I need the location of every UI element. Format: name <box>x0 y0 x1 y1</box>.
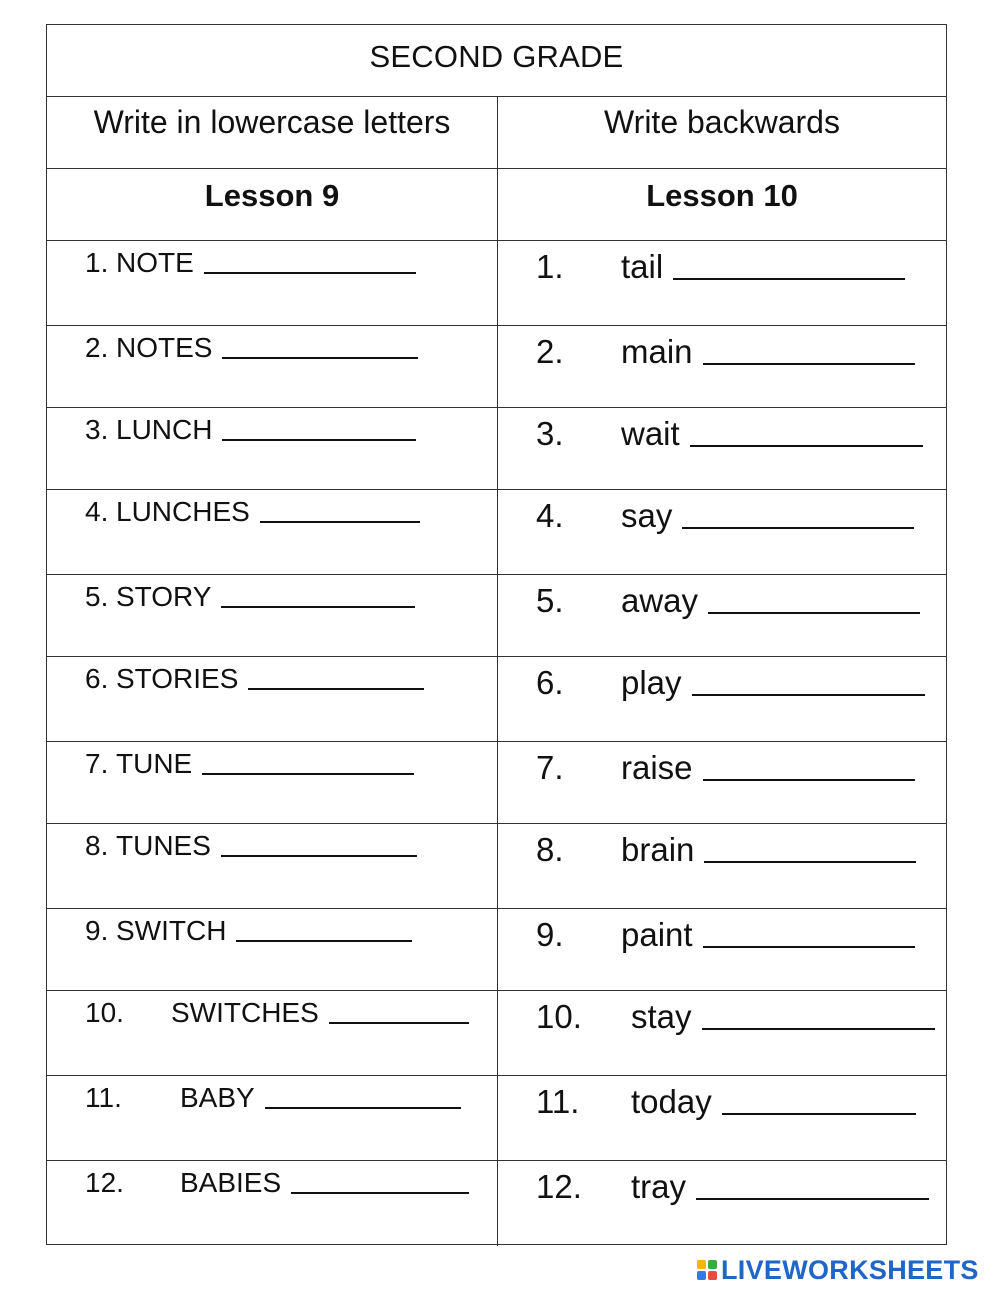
answer-blank[interactable] <box>703 945 915 948</box>
item-row <box>47 909 946 991</box>
answer-blank[interactable] <box>673 277 905 280</box>
item-row <box>47 575 946 657</box>
left-item-number: 7. <box>85 748 109 779</box>
left-item-cell <box>47 241 498 325</box>
right-item-cell <box>498 241 946 325</box>
right-item-number: 8. <box>536 831 564 868</box>
left-item-number: 4. <box>85 496 109 527</box>
item-row <box>47 408 946 490</box>
right-item-cell <box>498 575 946 656</box>
lesson-row <box>47 169 946 241</box>
answer-blank[interactable] <box>703 778 915 781</box>
left-item-cell <box>47 1076 498 1160</box>
answer-blank[interactable] <box>260 520 420 523</box>
liveworksheets-brand <box>697 1255 979 1285</box>
left-item-number: 2. <box>85 332 109 363</box>
item-row <box>47 326 946 408</box>
right-item-word: today <box>631 1083 916 1121</box>
right-item-cell <box>498 742 946 823</box>
right-item-number: 3. <box>536 415 564 452</box>
liveworksheets-logo-icon <box>697 1260 717 1280</box>
right-item-cell <box>498 657 946 741</box>
right-item-number: 10. <box>536 998 582 1035</box>
item-row <box>47 991 946 1076</box>
right-item-cell <box>498 408 946 489</box>
right-item-cell <box>498 909 946 990</box>
left-lesson-heading: Lesson 9 <box>204 178 340 213</box>
right-lesson-heading: Lesson 10 <box>646 178 798 213</box>
answer-blank[interactable] <box>696 1197 929 1200</box>
right-item-word: play <box>621 664 925 702</box>
answer-blank[interactable] <box>221 605 415 608</box>
left-item-cell <box>47 490 498 574</box>
left-item-word: LUNCHES <box>116 496 420 528</box>
right-item-number: 11. <box>536 1083 580 1120</box>
right-item-word: raise <box>621 749 915 787</box>
right-item-word: wait <box>621 415 923 453</box>
brand-text: LIVEWORKSHEETS <box>721 1254 979 1285</box>
right-item-cell <box>498 326 946 407</box>
right-instruction-cell <box>498 97 946 168</box>
answer-blank[interactable] <box>722 1112 916 1115</box>
left-item-cell <box>47 991 498 1075</box>
answer-blank[interactable] <box>204 271 416 274</box>
right-instruction: Write backwards <box>604 104 840 140</box>
right-item-number: 7. <box>536 749 564 786</box>
item-row <box>47 490 946 575</box>
left-item-number: 11. <box>85 1082 122 1113</box>
answer-blank[interactable] <box>291 1191 469 1194</box>
answer-blank[interactable] <box>236 939 412 942</box>
left-item-cell <box>47 1161 498 1246</box>
answer-blank[interactable] <box>682 526 914 529</box>
left-item-word: NOTES <box>116 332 418 364</box>
left-item-cell <box>47 824 498 908</box>
answer-blank[interactable] <box>222 356 418 359</box>
answer-blank[interactable] <box>265 1106 461 1109</box>
item-row <box>47 241 946 326</box>
left-item-word: SWITCHES <box>171 997 469 1029</box>
left-item-cell <box>47 408 498 489</box>
answer-blank[interactable] <box>702 1027 935 1030</box>
worksheet-title: SECOND GRADE <box>369 39 624 74</box>
right-item-number: 6. <box>536 664 564 701</box>
right-item-word: tail <box>621 248 905 286</box>
left-item-number: 1. <box>85 247 109 278</box>
right-item-word: stay <box>631 998 935 1036</box>
answer-blank[interactable] <box>690 444 923 447</box>
answer-blank[interactable] <box>329 1021 469 1024</box>
left-instruction: Write in lowercase letters <box>93 104 451 140</box>
left-item-number: 3. <box>85 414 109 445</box>
right-item-number: 12. <box>536 1168 582 1205</box>
left-item-word: STORIES <box>116 663 424 695</box>
answer-blank[interactable] <box>202 772 414 775</box>
left-item-number: 10. <box>85 997 124 1028</box>
left-item-number: 12. <box>85 1167 124 1198</box>
left-item-cell <box>47 657 498 741</box>
right-item-word: paint <box>621 916 915 954</box>
left-instruction-cell <box>47 97 498 168</box>
left-item-cell <box>47 742 498 823</box>
left-lesson-cell <box>47 169 498 240</box>
item-row <box>47 1076 946 1161</box>
right-item-word: away <box>621 582 920 620</box>
answer-blank[interactable] <box>692 693 925 696</box>
left-item-cell <box>47 909 498 990</box>
right-item-number: 4. <box>536 497 564 534</box>
left-item-number: 5. <box>85 581 109 612</box>
left-item-cell <box>47 575 498 656</box>
right-item-number: 5. <box>536 582 564 619</box>
title-row <box>47 25 946 97</box>
right-item-number: 1. <box>536 248 564 285</box>
right-item-cell <box>498 1161 946 1246</box>
right-item-word: say <box>621 497 914 535</box>
item-row <box>47 824 946 909</box>
right-item-word: brain <box>621 831 916 869</box>
answer-blank[interactable] <box>221 854 417 857</box>
item-row <box>47 657 946 742</box>
instructions-row <box>47 97 946 169</box>
left-item-number: 8. <box>85 830 109 861</box>
left-item-number: 9. <box>85 915 109 946</box>
right-item-cell <box>498 824 946 908</box>
left-item-word: NOTE <box>116 247 416 279</box>
left-item-word: STORY <box>116 581 415 613</box>
right-item-cell <box>498 991 946 1075</box>
left-item-word: BABY <box>180 1082 461 1114</box>
left-item-number: 6. <box>85 663 109 694</box>
left-item-word: TUNE <box>116 748 414 780</box>
right-item-number: 9. <box>536 916 564 953</box>
left-item-cell <box>47 326 498 407</box>
right-item-word: tray <box>631 1168 929 1206</box>
right-item-number: 2. <box>536 333 564 370</box>
left-item-word: LUNCH <box>116 414 416 446</box>
item-row <box>47 1161 946 1246</box>
left-item-word: BABIES <box>180 1167 469 1199</box>
right-item-word: main <box>621 333 915 371</box>
right-item-cell <box>498 1076 946 1160</box>
answer-blank[interactable] <box>704 860 916 863</box>
item-row <box>47 742 946 824</box>
answer-blank[interactable] <box>708 611 920 614</box>
worksheet-table <box>46 24 947 1245</box>
answer-blank[interactable] <box>248 687 424 690</box>
answer-blank[interactable] <box>222 438 416 441</box>
left-item-word: SWITCH <box>116 915 412 947</box>
right-item-cell <box>498 490 946 574</box>
answer-blank[interactable] <box>703 362 915 365</box>
left-item-word: TUNES <box>116 830 417 862</box>
right-lesson-cell <box>498 169 946 240</box>
